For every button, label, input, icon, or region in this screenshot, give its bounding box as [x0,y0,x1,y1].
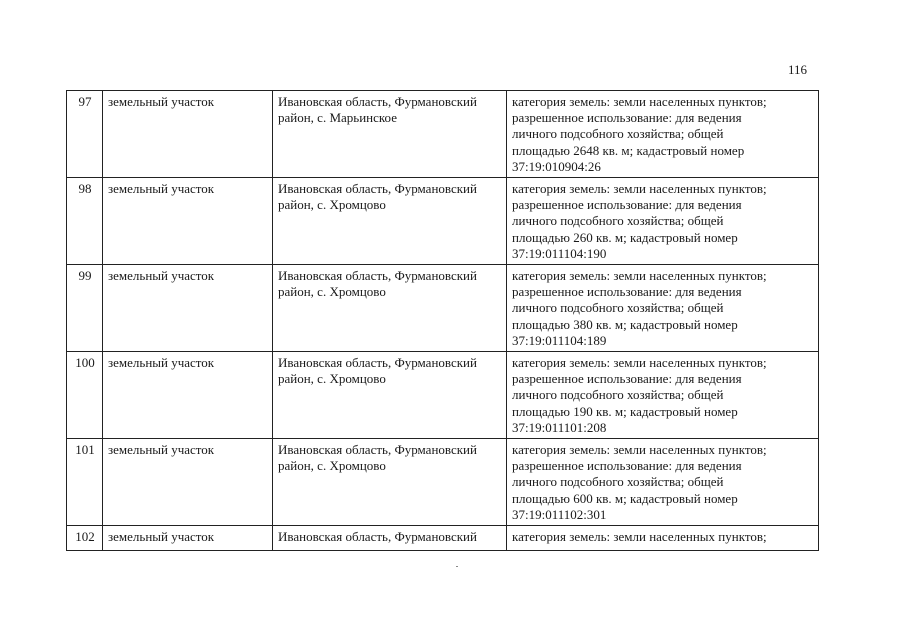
object-address: Ивановская область, Фурмановский район, с. Хромцово [273,178,507,265]
description-line: личного подсобного хозяйства; общей [512,474,724,490]
row-number: 97 [67,91,103,178]
description-line: 37:19:010904:26 [512,158,601,174]
object-type: земельный участок [103,439,273,526]
description-line: категория земель: земли населенных пунктов; [512,268,767,284]
object-address: Ивановская область, Фурмановский район, с. Хромцово [273,265,507,352]
table-row [67,439,819,526]
table-row [67,265,819,352]
description-line: категория земель: земли населенных пунктов; [512,94,767,109]
table-row [67,352,819,439]
description-line: категория земель: земли населенных пунктов; [512,355,767,371]
description-line: личного подсобного хозяйства; общей [512,126,724,142]
object-description [507,352,819,439]
object-address: Ивановская область, Фурмановский [273,526,507,551]
object-address: Ивановская область, Фурмановский район, с. Хромцово [273,352,507,439]
description-line: личного подсобного хозяйства; общей [512,213,724,229]
description-line: площадью 380 кв. м; кадастровый номер [512,316,738,332]
table-row [67,526,819,551]
description-line: 37:19:011101:208 [512,419,607,435]
row-number: 98 [67,178,103,265]
table-row [67,178,819,265]
object-type: земельный участок [103,352,273,439]
description-line: площадью 260 кв. м; кадастровый номер [512,229,738,245]
description-line: разрешенное использование: для ведения [512,197,742,213]
table-row [67,91,819,178]
object-description [507,178,819,265]
description-line: личного подсобного хозяйства; общей [512,387,724,403]
object-address: Ивановская область, Фурмановский район, с. Марьинское [273,91,507,178]
description-line: категория земель: земли населенных пунктов; [512,529,767,545]
object-type: земельный участок [103,178,273,265]
description-line: площадью 600 кв. м; кадастровый номер [512,490,738,506]
description-line: разрешенное использование: для ведения [512,458,742,474]
object-description [507,439,819,526]
object-description [507,265,819,352]
row-number: 101 [67,439,103,526]
object-description [507,91,819,178]
row-number: 100 [67,352,103,439]
description-line: площадью 2648 кв. м; кадастровый номер [512,142,745,158]
description-line: категория земель: земли населенных пунктов; [512,442,767,458]
row-number: 99 [67,265,103,352]
object-type: земельный участок [103,526,273,551]
scan-speck [456,566,458,567]
description-line: разрешенное использование: для ведения [512,110,742,126]
description-line: 37:19:011102:301 [512,506,607,522]
row-number: 102 [67,526,103,551]
object-address: Ивановская область, Фурмановский район, с. Хромцово [273,439,507,526]
object-description [507,526,819,551]
land-plot-table [66,90,819,551]
description-line: 37:19:011104:189 [512,332,607,348]
object-type: земельный участок [103,91,273,178]
page-number: 116 [788,62,808,77]
description-line: личного подсобного хозяйства; общей [512,300,724,316]
description-line: 37:19:011104:190 [512,245,607,261]
description-line: разрешенное использование: для ведения [512,371,742,387]
description-line: категория земель: земли населенных пунктов; [512,181,767,197]
description-line: разрешенное использование: для ведения [512,284,742,300]
object-type: земельный участок [103,265,273,352]
description-line: площадью 190 кв. м; кадастровый номер [512,403,738,419]
